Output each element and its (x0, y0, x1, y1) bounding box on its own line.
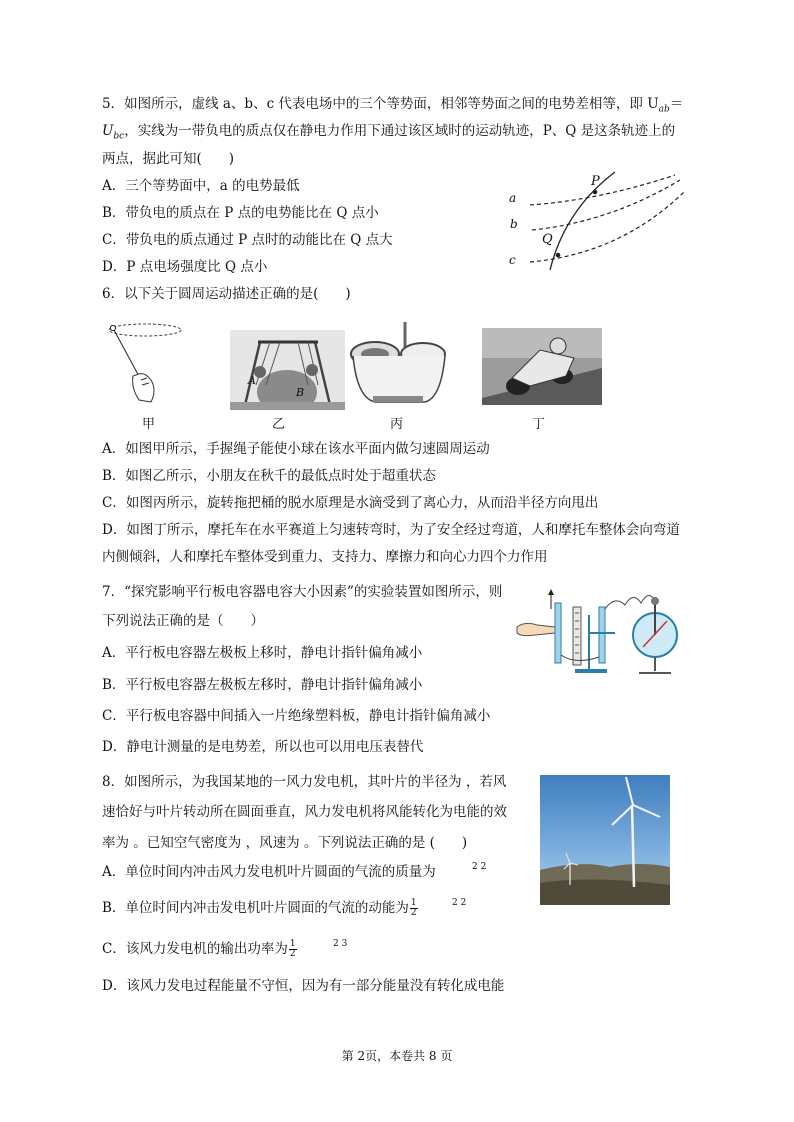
q7-option-b: B．平行板电容器左极板左移时，静电计指针偏角减小 (102, 677, 423, 693)
label-p: P (591, 174, 600, 189)
q8-c-exponents: 2 3 (333, 939, 348, 949)
q6-stem: 6．以下关于圆周运动描述正确的是( ) (102, 286, 351, 302)
equipotential-figure (500, 170, 685, 275)
q8-option-a: A．单位时间内冲击风力发电机叶片圆面的气流的质量为 (102, 864, 436, 880)
q7-option-c: C．平行板电容器中间插入一片绝缘塑料板，静电计指针偏角减小 (102, 708, 491, 724)
label-q: Q (542, 232, 553, 247)
figure-yi-swing (230, 330, 345, 410)
q6-option-a: A．如图甲所示，手握绳子能使小球在该水平面内做匀速圆周运动 (102, 441, 490, 457)
page-footer: 第 2页，本卷共 8 页 (341, 1049, 453, 1063)
swing-label-a: A (248, 374, 256, 387)
q8-b-exponents: 2 2 (452, 898, 467, 908)
q8-option-c: C．该风力发电机的输出功率为 $\frac{1}{2}$ (102, 939, 296, 959)
figure-label-jia: 甲 (142, 417, 156, 432)
label-c: c (509, 253, 516, 267)
q5-stem-line1: 5．如图所示，虚线 a、b、c 代表电场中的三个等势面，相邻等势面之间的电势差相等，即 $U_{ab}=$ (102, 96, 684, 115)
figure-label-ding: 丁 (532, 417, 546, 432)
q8-option-b: B．单位时间内冲击发电机叶片圆面的气流的动能为 $\frac{1}{2}$ (102, 898, 417, 918)
q5-option-c: C．带负电的质点通过 P 点时的动能比在 Q 点大 (102, 232, 393, 248)
swing-label-b: B (296, 386, 305, 399)
q6-option-d-line1: D．如图丁所示，摩托车在水平赛道上匀速转弯时，为了安全经过弯道，人和摩托车整体会向弯道 (102, 522, 680, 538)
figure-ding-motorcycle (482, 328, 602, 405)
q6-option-d-line2: 内侧倾斜，人和摩托车整体受到重力、支持力、摩擦力和向心力四个力作用 (102, 549, 548, 565)
figure-jia-hand-string (105, 318, 185, 408)
q5-stem-line3: 两点，据此可知( ) (102, 151, 235, 167)
q5-stem-line2: $U_{bc}$，实线为一带负电的质点仅在静电力作用下通过该区域时的运动轨迹，P、Q 是这条轨迹上的 (102, 123, 676, 142)
figure-bing-mop-bucket (345, 320, 450, 408)
q6-option-c: C．如图丙所示，旋转拖把桶的脱水原理是水滴受到了离心力，从而沿半径方向甩出 (102, 495, 599, 511)
q8-stem-line1: 8．如图所示，为我国某地的一风力发电机，其叶片的半径为 ，若风 (102, 774, 507, 790)
label-a: a (509, 191, 517, 205)
figure-label-bing: 丙 (390, 417, 404, 432)
q8-option-d: D．该风力发电过程能量不守恒，因为有一部分能量没有转化成电能 (102, 978, 505, 994)
label-b: b (510, 217, 518, 231)
q8-b-fraction: $\frac{1}{2}$ (410, 898, 417, 918)
figure-label-yi: 乙 (272, 417, 286, 432)
q5-option-a: A．三个等势面中，a 的电势最低 (102, 178, 300, 194)
q7-option-a: A．平行板电容器左极板上移时，静电计指针偏角减小 (102, 645, 423, 661)
q8-c-fraction: $\frac{1}{2}$ (289, 939, 296, 959)
q7-option-d: D．静电计测量的是电势差，所以也可以用电压表替代 (102, 739, 424, 755)
q8-stem-line3: 率为 。已知空气密度为 ，风速为 。下列说法正确的是 ( ) (102, 835, 468, 851)
q8-a-exponents: 2 2 (472, 862, 487, 872)
q5-option-d: D．P 点电场强度比 Q 点小 (102, 259, 268, 275)
q7-stem-line1: 7．“探究影响平行板电容器电容大小因素”的实验装置如图所示，则 (102, 584, 503, 600)
q6-option-b: B．如图乙所示，小朋友在秋千的最低点时处于超重状态 (102, 468, 436, 484)
q7-stem-line2: 下列说法正确的是（ ） (102, 613, 264, 629)
q5-option-b: B．带负电的质点在 P 点的电势能比在 Q 点小 (102, 205, 379, 221)
capacitor-electrometer-figure (515, 585, 690, 677)
q8-stem-line2: 速恰好与叶片转动所在圆面垂直，风力发电机将风能转化为电能的效 (102, 804, 507, 820)
wind-turbine-photo (540, 775, 670, 905)
